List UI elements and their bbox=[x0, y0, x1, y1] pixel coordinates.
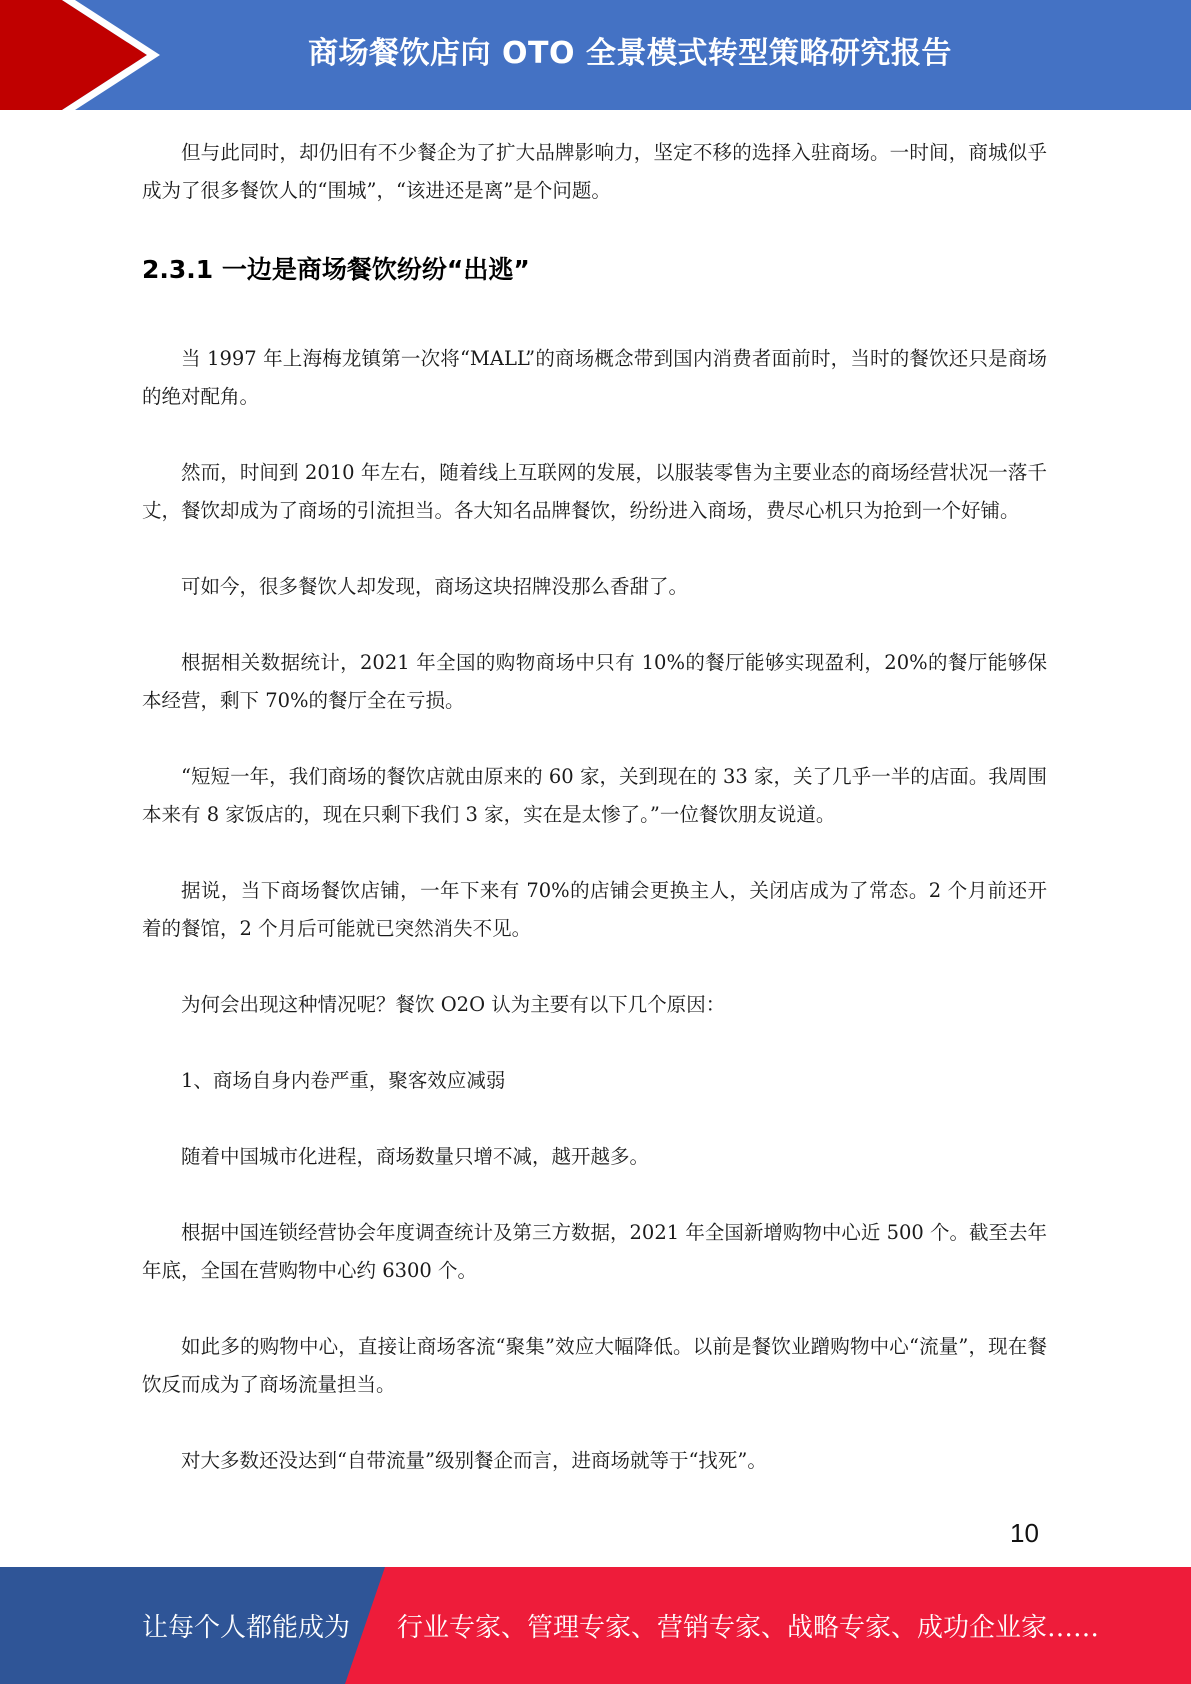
intro-paragraph: 但与此同时，却仍旧有不少餐企为了扩大品牌影响力，坚定不移的选择入驻商场。一时间，商城似乎成为了很多餐饮人的“围城”，“该进还是离”是个问题。 bbox=[142, 141, 1047, 202]
page-footer bbox=[0, 1567, 1191, 1684]
page-content bbox=[142, 134, 1047, 1480]
page-number: 10 bbox=[1010, 1518, 1039, 1548]
report-title: 商场餐饮店向 OTO 全景模式转型策略研究报告 bbox=[308, 36, 952, 71]
paragraph-5: “短短一年，我们商场的餐饮店就由原来的 60 家，关到现在的 33 家，关了几乎一半的店面。我周围本来有 8 家饭店的，现在只剩下我们 3 家，实在是太惨了。”一位餐饮朋友说道。 bbox=[142, 765, 1047, 826]
paragraph-10: 根据中国连锁经营协会年度调查统计及第三方数据，2021 年全国新增购物中心近 500 个。截至去年年底，全国在营购物中心约 6300 个。 bbox=[142, 1221, 1047, 1282]
paragraph-11: 如此多的购物中心，直接让商场客流“聚集”效应大幅降低。以前是餐饮业蹭购物中心“流量”，现在餐饮反而成为了商场流量担当。 bbox=[142, 1335, 1047, 1396]
paragraph-3: 可如今，很多餐饮人却发现，商场这块招牌没那么香甜了。 bbox=[181, 575, 689, 598]
paragraph-1: 当 1997 年上海梅龙镇第一次将“MALL”的商场概念带到国内消费者面前时，当时的餐饮还只是商场的绝对配角。 bbox=[142, 347, 1047, 408]
footer-slogan-right: 行业专家、管理专家、营销专家、战略专家、成功企业家…… bbox=[397, 1613, 1100, 1643]
paragraph-2: 然而，时间到 2010 年左右，随着线上互联网的发展，以服装零售为主要业态的商场经营状况一落千丈，餐饮却成为了商场的引流担当。各大知名品牌餐饮，纷纷进入商场，费尽心机只为抢到一个好铺。 bbox=[142, 461, 1047, 522]
paragraph-12: 对大多数还没达到“自带流量”级别餐企而言，进商场就等于“找死”。 bbox=[181, 1449, 767, 1472]
paragraph-6: 据说，当下商场餐饮店铺，一年下来有 70%的店铺会更换主人，关闭店成为了常态。2 个月前还开着的餐馆，2 个月后可能就已突然消失不见。 bbox=[142, 879, 1047, 940]
paragraph-7: 为何会出现这种情况呢？餐饮 O2O 认为主要有以下几个原因： bbox=[181, 993, 726, 1016]
paragraph-8-subheading: 1、商场自身内卷严重，聚客效应减弱 bbox=[181, 1069, 506, 1092]
paragraph-9: 随着中国城市化进程，商场数量只增不减，越开越多。 bbox=[181, 1145, 650, 1168]
footer-slogan-left: 让每个人都能成为 bbox=[142, 1613, 351, 1643]
red-chevron-icon bbox=[0, 0, 160, 110]
section-heading: 2.3.1 一边是商场餐饮纷纷“出逃” bbox=[142, 255, 530, 284]
page-header bbox=[0, 0, 1191, 110]
paragraph-4: 根据相关数据统计，2021 年全国的购物商场中只有 10%的餐厅能够实现盈利，20%的餐厅能够保本经营，剩下 70%的餐厅全在亏损。 bbox=[142, 651, 1047, 712]
